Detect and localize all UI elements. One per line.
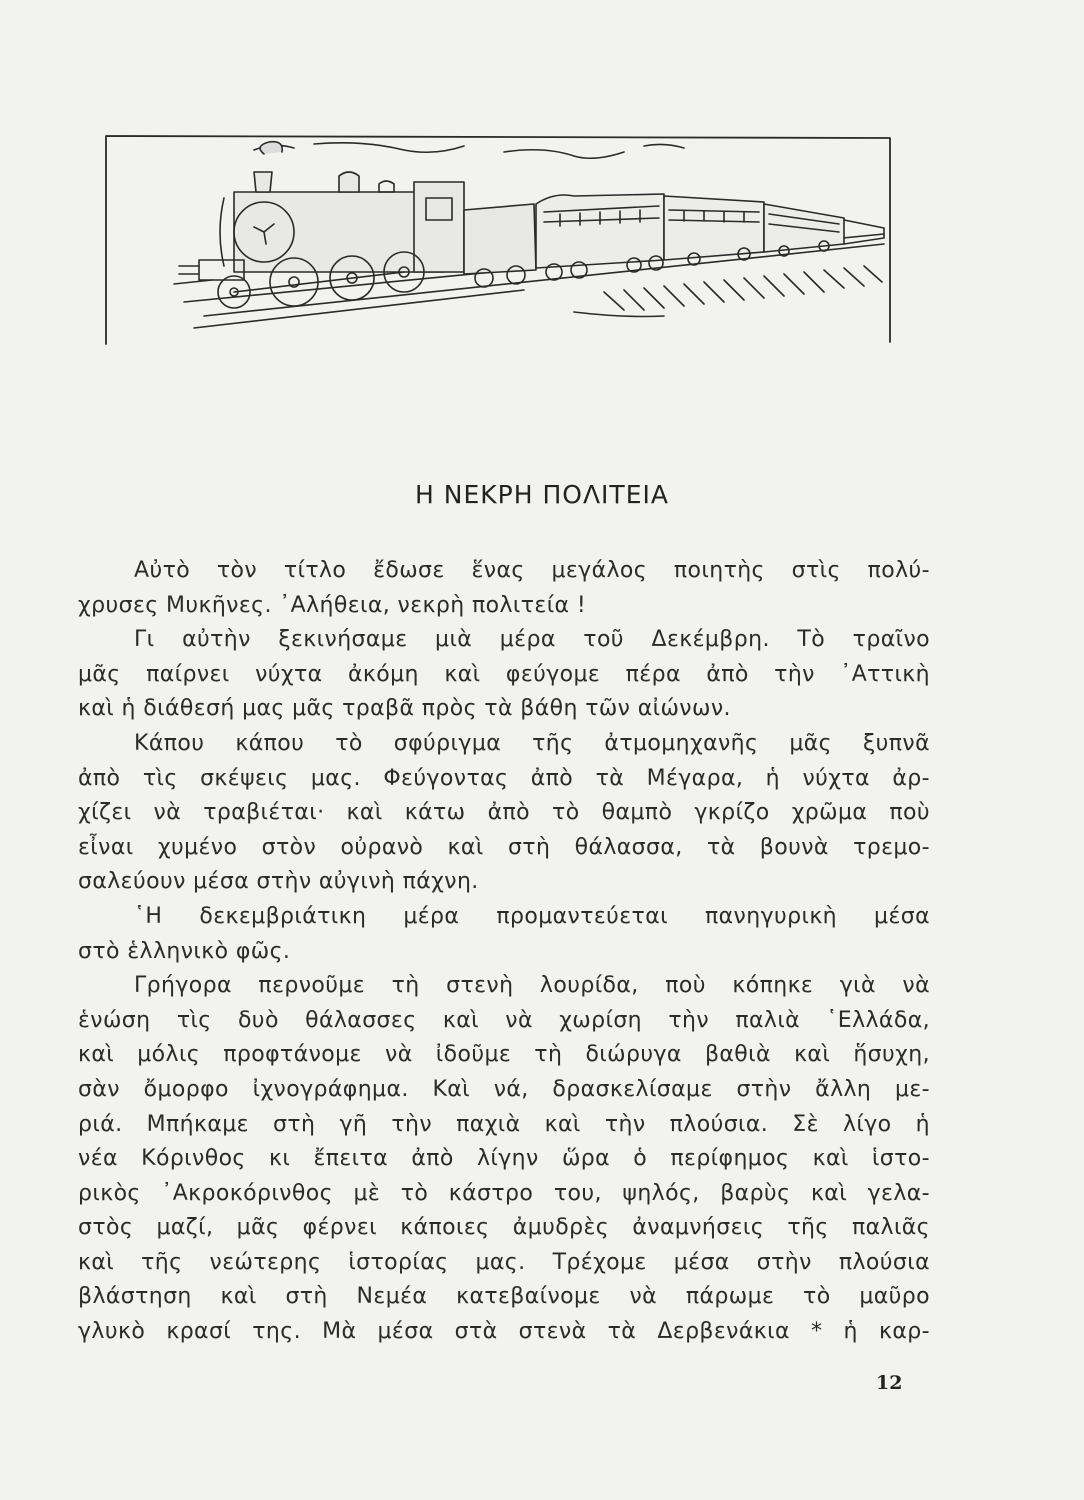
text-line: νέα Κόρινθος κι ἔπειτα ἀπὸ λίγην ὥρα ὁ περίφημος καὶ ἱστο-	[78, 1146, 930, 1172]
text-line: καὶ μόλις προφτάνομε νὰ ἰδοῦμε τὴ διώρυγα βαθιὰ καὶ ἥσυχη,	[78, 1042, 930, 1068]
page-number: 12	[876, 1372, 903, 1394]
text-line: στὸ ἑλληνικὸ φῶς.	[78, 938, 291, 964]
text-line: καὶ τῆς νεώτερης ἱστορίας μας. Τρέχομε μέσα στὴν πλούσια	[78, 1249, 930, 1275]
text-line: εἶναι χυμένο στὸν οὐρανὸ καὶ στὴ θάλασσα, τὰ βουνὰ τρεμο-	[78, 834, 930, 860]
page-title: Η ΝΕΚΡΗ ΠΟΛΙΤΕΙΑ	[415, 480, 669, 509]
train-illustration	[104, 132, 892, 346]
text-line: χρυσες Μυκῆνες. ᾿Αλήθεια, νεκρὴ πολιτεία !	[78, 592, 587, 618]
text-line: Γι αὐτὴν ξεκινήσαμε μιὰ μέρα τοῦ Δεκέμβρη. Τὸ τραῖνο	[134, 627, 930, 653]
text-line: γλυκὸ κρασί της. Μὰ μέσα στὰ στενὰ τὰ Δερβενάκια * ἡ καρ-	[78, 1319, 930, 1345]
text-line: καὶ ἡ διάθεσή μας μᾶς τραβᾶ πρὸς τὰ βάθη τῶν αἰώνων.	[78, 696, 731, 722]
text-line: ἑνώση τὶς δυὸ θάλασσες καὶ νὰ χωρίση τὴν παλιὰ ῾Ελλάδα,	[78, 1007, 930, 1033]
text-line: σαλεύουν μέσα στὴν αὐγινὴ πάχνη.	[78, 869, 479, 895]
text-line: ριά. Μπήκαμε στὴ γῆ τὴν παχιὰ καὶ τὴν πλούσια. Σὲ λίγο ἡ	[78, 1111, 930, 1137]
text-line: ρικὸς ᾿Ακροκόρινθος μὲ τὸ κάστρο του, ψηλός, βαρὺς καὶ γελα-	[78, 1180, 930, 1206]
text-line: χίζει νὰ τραβιέται· καὶ κάτω ἀπὸ τὸ θαμπὸ γκρίζο χρῶμα ποὺ	[78, 800, 930, 826]
text-line: βλάστηση καὶ στὴ Νεμέα κατεβαίνομε νὰ πάρωμε τὸ μαῦρο	[78, 1284, 930, 1310]
text-line: σὰν ὄμορφο ἰχνογράφημα. Καὶ νά, δρασκελίσαμε στὴν ἄλλη με-	[78, 1076, 930, 1102]
text-line: ῾Η δεκεμβριάτικη μέρα προμαντεύεται πανηγυρικὴ μέσα	[134, 903, 930, 929]
steam-locomotive-train-drawing	[104, 132, 892, 346]
text-line: μᾶς παίρνει νύχτα ἀκόμη καὶ φεύγομε πέρα ἀπὸ τὴν ᾿Αττικὴ	[78, 661, 930, 687]
text-line: Κάπου κάπου τὸ σφύριγμα τῆς ἀτμομηχανῆς μᾶς ξυπνᾶ	[134, 730, 930, 756]
text-line: Αὐτὸ τὸν τίτλο ἔδωσε ἕνας μεγάλος ποιητὴς στὶς πολύ-	[134, 558, 930, 583]
text-line: Γρήγορα περνοῦμε τὴ στενὴ λουρίδα, ποὺ κόπηκε γιὰ νὰ	[134, 973, 930, 999]
text-line: ἀπὸ τὶς σκέψεις μας. Φεύγοντας ἀπὸ τὰ Μέγαρα, ἡ νύχτα ἀρ-	[78, 765, 930, 791]
text-line: στὸς μαζί, μᾶς φέρνει κάποιες ἀμυδρὲς ἀναμνήσεις τῆς παλιᾶς	[78, 1215, 930, 1241]
body-text	[78, 554, 930, 1350]
